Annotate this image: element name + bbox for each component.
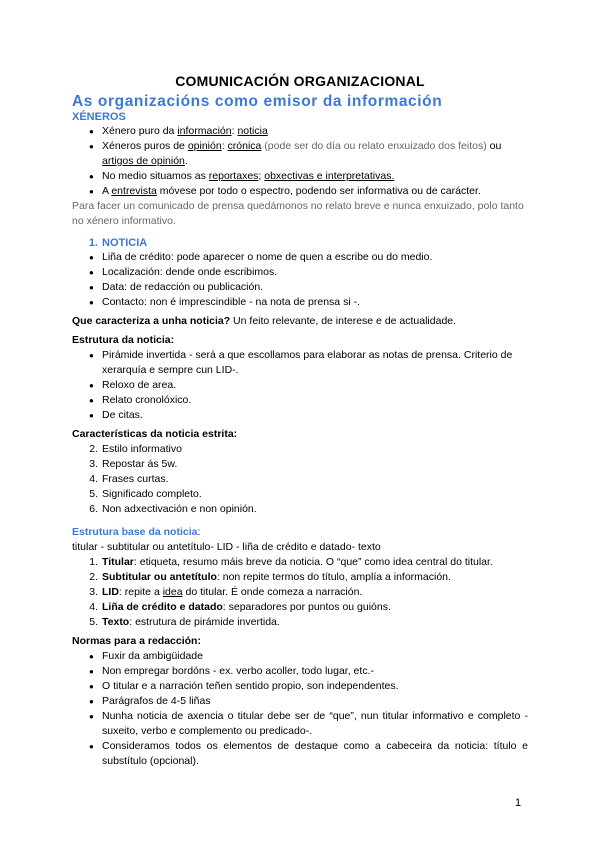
list-item: 2. Subtitular ou antetítulo: non repite termos do título, amplía a información. (89, 571, 451, 583)
list-item: ● Pirámide invertida - será a que escollamos para elaborar as notas de prensa. Criterio de xerarquía e sempre cun LID-. (72, 348, 528, 378)
estrutura-heading: Estrutura da noticia: (72, 334, 175, 346)
list-item: ● Data: de redacción ou publicación. (72, 280, 528, 295)
list-item: ● Reloxo de area. (72, 378, 528, 393)
list-item: ● A entrevista móvese por todo o espectro, podendo ser informativa ou de carácter. (72, 184, 528, 199)
noticia-heading-list (72, 237, 528, 250)
list-item: ● Nunha noticia de axencia o titular debe ser de “que”, nun titular informativo e completo -suxeito, verbo e complemento ou predicado-. (72, 709, 528, 739)
list-item: 3. LID: repite a idea do titular. É onde comeza a narración. (89, 586, 363, 598)
list-item: ● O titular e a narración teñen sentido propio, son independentes. (72, 679, 528, 694)
caracteristicas-list (72, 442, 528, 517)
list-item: ● Localización: dende onde escribimos. (72, 265, 528, 280)
list-item: 5. Significado completo. (89, 488, 202, 500)
section-subtitle: As organizacións como emisor da información (72, 93, 443, 110)
page-content (72, 72, 528, 769)
list-item: ● Parágrafos de 4-5 liñas (72, 694, 528, 709)
base-heading: Estrutura base da noticia: (72, 526, 201, 538)
list-item: ● No medio situamos as reportaxes; obxectivas e interpretativas. (72, 169, 528, 184)
list-item: ● Liña de crédito: pode aparecer o nome de quen a escribe ou do medio. (72, 250, 528, 265)
list-item: 6. Non adxectivación e non opinión. (89, 503, 257, 515)
base-line: titular - subtitular ou antetítulo- LID - liña de crédito e datado- texto (72, 541, 381, 553)
normas-list (72, 649, 528, 769)
xeneros-note: Para facer un comunicado de prensa quedámonos no relato breve e nunca enxuizado, polo tanto no xénero informativo. (72, 200, 524, 227)
base-list (72, 555, 528, 630)
list-item: 4. Liña de crédito e datado: separadores por puntos ou guións. (89, 601, 391, 613)
list-item: ● De citas. (72, 408, 528, 423)
normas-heading: Normas para a redacción: (72, 635, 201, 647)
caracteriza-paragraph: Que caracteriza a unha noticia? Un feito relevante, de interese e de actualidade. (72, 315, 457, 327)
list-item: 4. Frases curtas. (89, 473, 169, 485)
list-item: ● Fuxir da ambigüidade (72, 649, 528, 664)
list-item: ● Contacto: non é imprescindible - na nota de prensa si -. (72, 295, 528, 310)
list-item: ● Xénero puro da información: noticia (72, 124, 528, 139)
caracteristicas-heading: Características da noticia estrita: (72, 428, 238, 440)
list-item: 2. Estilo informativo (89, 443, 182, 455)
estrutura-list (72, 348, 528, 423)
list-item: ● Xéneros puros de opinión: crónica (pode ser do día ou relato enxuizado dos feitos) ou artigos de opinión. (72, 139, 528, 169)
page-number: 1 (515, 797, 522, 809)
list-item: ● Relato cronolóxico. (72, 393, 528, 408)
list-item: ● Consideramos todos os elementos de destaque como a cabeceira da noticia: título e substítulo (opcional). (72, 739, 528, 769)
xeneros-list (72, 124, 528, 199)
noticia-heading: 1. NOTICIA (88, 237, 148, 249)
noticia-list (72, 250, 528, 310)
list-item: ● Non empregar bordóns - ex. verbo acoller, todo lugar, etc.- (72, 664, 528, 679)
list-item: 5. Texto: estrutura de pirámide invertida. (89, 616, 280, 628)
document-title: COMUNICACIÓN ORGANIZACIONAL (175, 73, 425, 89)
xeneros-heading: XÉNEROS (72, 111, 126, 123)
list-item: 3. Repostar ás 5w. (89, 458, 178, 470)
list-item: 1. Titular: etiqueta, resumo máis breve da noticia. O “que” como idea central do titular. (89, 556, 493, 568)
